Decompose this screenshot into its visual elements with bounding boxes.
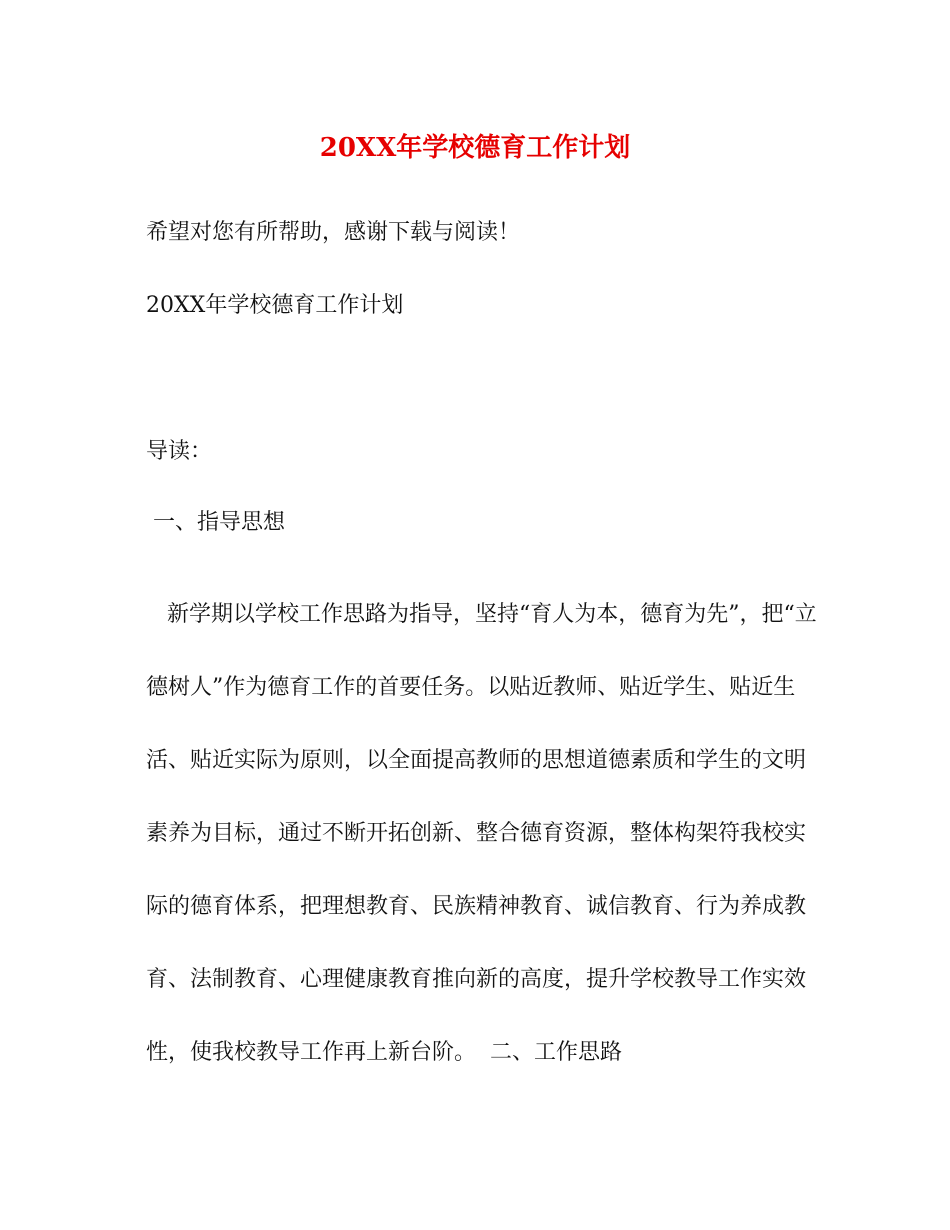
body-paragraph [146,578,817,1089]
body-line: 际的德育体系，把理想教育、民族精神教育、诚信教育、行为养成教 [146,894,807,919]
body-line: 活、贴近实际为原则，以全面提高教师的思想道德素质和学生的文明 [146,748,807,773]
subtitle-text: 20XX年学校德育工作计划 [146,293,404,318]
body-line: 育、法制教育、心理健康教育推向新的高度，提升学校教导工作实效 [146,967,807,992]
intro-text: 希望对您有所帮助，感谢下载与阅读！ [146,220,521,245]
body-line: 新学期以学校工作思路为指导，坚持“育人为本，德育为先”，把“立 [146,602,817,627]
body-line: 性，使我校教导工作再上新台阶。 二、工作思路 [146,1040,622,1065]
section-heading-1: 一、指导思想 [146,510,285,535]
body-line: 素养为目标，通过不断开拓创新、整合德育资源，整体构架符我校实 [146,821,807,846]
body-line: 德树人”作为德育工作的首要任务。以贴近教师、贴近学生、贴近生 [146,675,796,700]
guide-label: 导读： [146,439,213,464]
document-title: 20XX年学校德育工作计划 [319,133,631,163]
